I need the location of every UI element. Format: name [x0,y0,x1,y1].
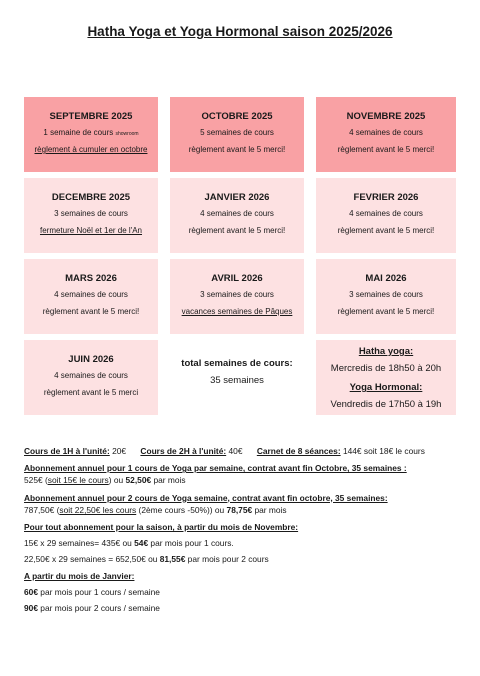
price-1h-label: Cours de 1H à l'unité: [24,446,110,456]
carnet-label: Carnet de 8 séances: [256,446,341,456]
month-note: vacances semaines de Pâques [181,307,293,316]
price-2h-label: Cours de 2H à l'unité: [140,446,227,456]
carnet-value: 144€ soit 18€ le cours [342,446,425,456]
class-hours [316,340,456,415]
month-weeks: 4 semaines de cours [54,290,128,299]
month-note: règlement avant le 5 merci! [337,145,435,154]
month-weeks: 1 semaine de cours showroom [43,128,139,137]
month-weeks: 3 semaines de cours [349,290,423,299]
pricing-info [24,445,464,614]
unit-prices [24,445,464,457]
month-name: AVRIL 2026 [211,273,263,284]
month-weeks: 4 semaines de cours [54,371,128,380]
price-1h-value: 20€ [112,446,127,456]
hormonal-label: Yoga Hormonal: [349,382,423,393]
abo2-title: Abonnement annuel pour 2 cours de Yoga semaine, contrat avant fin octobre, 35 semaines: [24,492,388,503]
jan-line-2: 90€ par mois pour 2 cours / semaine [24,602,160,613]
month-weeks: 3 semaines de cours [54,209,128,218]
month-name: NOVEMBRE 2025 [346,111,426,122]
month-name: MAI 2026 [365,273,407,284]
month-name: FEVRIER 2026 [353,192,419,203]
nov-line-2: 22,50€ x 29 semaines = 652,50€ ou 81,55€ par mois pour 2 cours [24,554,269,565]
month-card [24,178,158,253]
month-note: règlement avant le 5 merci! [337,226,435,235]
month-note: règlement avant le 5 merci! [42,307,140,316]
month-card [316,97,456,172]
month-note: règlement avant le 5 merci [43,388,139,397]
month-card [24,340,158,415]
hatha-time: Mercredis de 18h50 à 20h [330,363,442,374]
month-name: JANVIER 2026 [204,192,270,203]
month-note: règlement avant le 5 merci! [188,226,286,235]
month-note: règlement à cumuler en octobre [34,145,148,154]
jan-title: A partir du mois de Janvier: [24,570,135,581]
month-name: MARS 2026 [65,273,117,284]
nov-line-1: 15€ x 29 semaines= 435€ ou 54€ par mois pour 1 cours. [24,538,234,549]
month-card [316,178,456,253]
month-note: règlement avant le 5 merci! [188,145,286,154]
month-name: SEPTEMBRE 2025 [49,111,133,122]
page-title: Hatha Yoga et Yoga Hormonal saison 2025/2026 [87,24,393,39]
abo1-title: Abonnement annuel pour 1 cours de Yoga par semaine, contrat avant fin Octobre, 35 semaines : [24,463,407,474]
price-2h-value: 40€ [228,446,243,456]
month-weeks: 4 semaines de cours [200,209,274,218]
hormonal-time: Vendredis de 17h50 à 19h [330,399,442,410]
month-card [170,97,304,172]
total-label: total semaines de cours: [181,358,293,369]
month-weeks: 4 semaines de cours [349,128,423,137]
month-name: OCTOBRE 2025 [201,111,273,122]
calendar-grid [24,97,458,415]
month-card [24,97,158,172]
total-weeks [170,340,304,415]
month-weeks: 3 semaines de cours [200,290,274,299]
abo1-line: 525€ (soit 15€ le cours) ou 52,50€ par mois [24,475,186,486]
jan-line-1: 60€ par mois pour 1 cours / semaine [24,586,160,597]
month-card [24,259,158,334]
nov-title: Pour tout abonnement pour la saison, à partir du mois de Novembre: [24,521,299,532]
month-note: règlement avant le 5 merci! [337,307,435,316]
month-card [170,178,304,253]
month-card [316,259,456,334]
month-name: DECEMBRE 2025 [51,192,131,203]
total-value: 35 semaines [210,375,264,386]
month-card [170,259,304,334]
abo2-line: 787,50€ (soit 22,50€ les cours (2ème cours -50%)) ou 78,75€ par mois [24,504,287,515]
hatha-label: Hatha yoga: [358,346,414,357]
month-name: JUIN 2026 [68,354,114,365]
month-weeks: 4 semaines de cours [349,209,423,218]
month-weeks: 5 semaines de cours [200,128,274,137]
month-note: fermeture Noël et 1er de l'An [39,226,143,235]
